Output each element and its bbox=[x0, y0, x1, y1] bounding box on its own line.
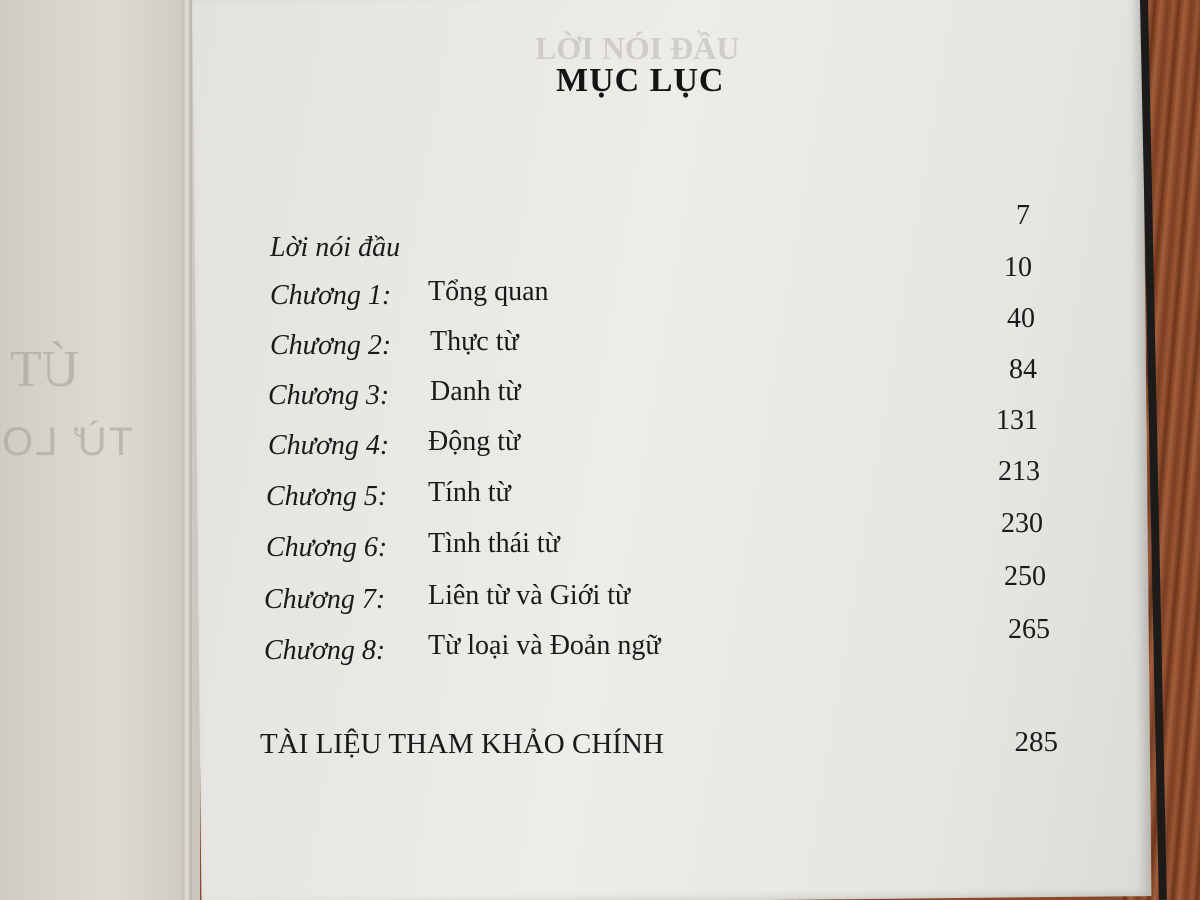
entry-page: 131 bbox=[996, 405, 1038, 436]
entry-page: 10 bbox=[1004, 252, 1032, 283]
entry-title: Tình thái từ bbox=[428, 528, 560, 559]
entry-label: Chương 7: bbox=[264, 584, 386, 615]
entry-page: 84 bbox=[1009, 354, 1037, 385]
entry-title: Từ loại và Đoản ngữ bbox=[428, 630, 661, 661]
left-page-fragment: ÚT bbox=[10, 341, 80, 398]
entry-label: Chương 6: bbox=[266, 532, 388, 563]
entry-page: 265 bbox=[1008, 614, 1050, 645]
entry-title: Liên từ và Giới từ bbox=[428, 580, 631, 611]
entry-title: Động từ bbox=[428, 426, 521, 457]
entry-title: Tính từ bbox=[428, 477, 511, 508]
page-title: MỤC LỤC bbox=[556, 62, 725, 99]
entry-label: Chương 1: bbox=[270, 280, 392, 311]
entry-page: 250 bbox=[1004, 561, 1046, 592]
entry-label: Chương 5: bbox=[266, 481, 388, 512]
entry-title: Thực từ bbox=[430, 326, 519, 357]
references-label: TÀI LIỆU THAM KHẢO CHÍNH bbox=[260, 728, 664, 760]
left-page-fragment: TỪ LO bbox=[0, 420, 134, 464]
entry-label: Chương 4: bbox=[268, 430, 390, 461]
entry-page: 7 bbox=[1016, 200, 1030, 231]
entry-label: Chương 3: bbox=[268, 380, 390, 411]
entry-title: Tổng quan bbox=[428, 276, 549, 307]
ghost-title: LỜI NÓI ĐẦU bbox=[535, 30, 740, 66]
entry-label: Lời nói đầu bbox=[270, 232, 401, 263]
references-page: 285 bbox=[1014, 726, 1058, 758]
entry-label: Chương 8: bbox=[264, 635, 386, 666]
entry-page: 230 bbox=[1001, 508, 1043, 539]
entry-page: 213 bbox=[998, 456, 1040, 487]
entry-title: Danh từ bbox=[430, 376, 521, 407]
entry-page: 40 bbox=[1007, 303, 1035, 334]
entry-label: Chương 2: bbox=[270, 330, 392, 361]
